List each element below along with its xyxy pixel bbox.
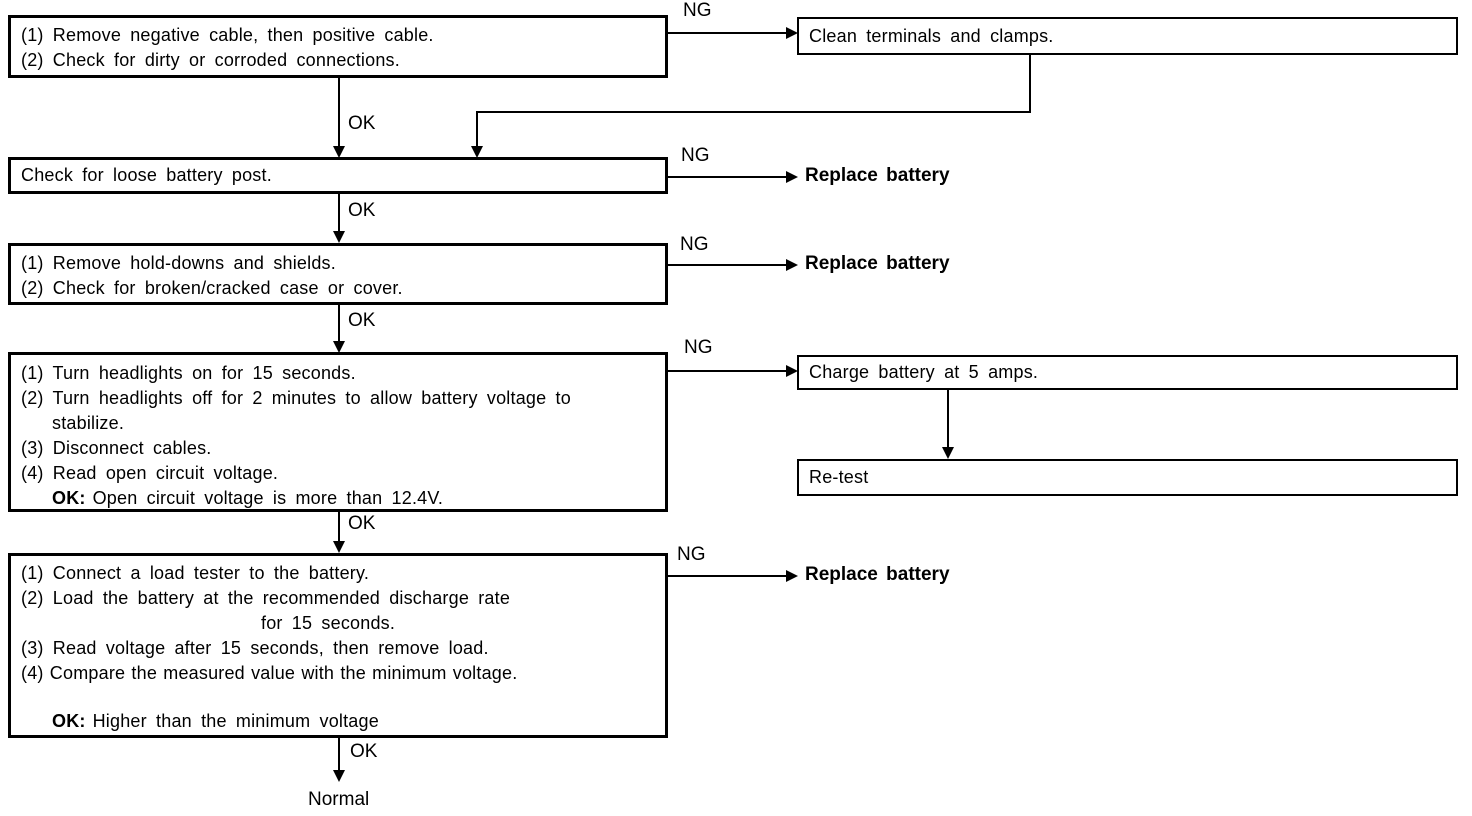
action-text: Charge battery at 5 amps. bbox=[809, 362, 1039, 382]
step-line: (1) Connect a load tester to the battery. bbox=[21, 563, 370, 583]
step-line: (4) Read open circuit voltage. bbox=[21, 463, 279, 483]
connector-feedback-down bbox=[1029, 55, 1031, 113]
ng-label: NG bbox=[680, 234, 709, 255]
ok-criterion-line bbox=[21, 709, 657, 734]
step-line: (3) Disconnect cables. bbox=[21, 438, 212, 458]
arrow-right-icon bbox=[786, 570, 798, 582]
connector-ok5-line bbox=[338, 738, 340, 770]
step-box-open-circuit bbox=[8, 352, 668, 512]
ng-label: NG bbox=[683, 0, 712, 21]
ok-criterion-text: Higher than the minimum voltage bbox=[92, 711, 379, 731]
step-line: (2) Check for broken/cracked case or cover. bbox=[21, 278, 403, 298]
ok-criterion-line bbox=[21, 486, 657, 511]
replace-battery-label: Replace battery bbox=[805, 564, 950, 585]
action-text: Clean terminals and clamps. bbox=[809, 25, 1054, 46]
ok-criterion-text: Open circuit voltage is more than 12.4V. bbox=[92, 488, 444, 508]
connector-ng3-line bbox=[668, 264, 786, 266]
connector-charge-retest bbox=[947, 390, 949, 447]
ok-label: OK bbox=[348, 513, 376, 534]
ok-criterion-prefix: OK: bbox=[52, 488, 86, 508]
arrow-right-icon bbox=[786, 27, 798, 39]
step-box-load-test bbox=[8, 553, 668, 738]
step-line: for 15 seconds. bbox=[261, 613, 396, 633]
ok-label: OK bbox=[348, 200, 376, 221]
ok-label: OK bbox=[348, 113, 376, 134]
step-box-hold-downs bbox=[8, 243, 668, 305]
arrow-down-icon bbox=[333, 770, 345, 782]
ng-label: NG bbox=[677, 544, 706, 565]
arrow-right-icon bbox=[786, 259, 798, 271]
ok-label: OK bbox=[350, 741, 378, 762]
step-line: (1) Remove negative cable, then positive cable. bbox=[21, 25, 434, 45]
step-line: (1) Turn headlights on for 15 seconds. bbox=[21, 363, 356, 383]
normal-result-label: Normal bbox=[308, 789, 370, 810]
connector-ok1-line bbox=[338, 78, 340, 146]
step-line: (2) Check for dirty or corroded connections. bbox=[21, 50, 400, 70]
step-line: Check for loose battery post. bbox=[21, 165, 272, 185]
step-line: (3) Read voltage after 15 seconds, then remove load. bbox=[21, 638, 489, 658]
step-line: (2) Load the battery at the recommended discharge rate bbox=[21, 588, 511, 608]
replace-battery-label: Replace battery bbox=[805, 165, 950, 186]
ng-label: NG bbox=[684, 337, 713, 358]
connector-ng4-line bbox=[668, 370, 786, 372]
arrow-down-icon bbox=[942, 447, 954, 459]
action-box-clean-terminals bbox=[797, 17, 1458, 55]
step-line: stabilize. bbox=[52, 413, 125, 433]
ok-label: OK bbox=[348, 310, 376, 331]
step-box-remove-cables bbox=[8, 15, 668, 78]
step-line: (1) Remove hold-downs and shields. bbox=[21, 253, 336, 273]
step-box-loose-post bbox=[8, 157, 668, 194]
arrow-down-icon bbox=[333, 231, 345, 243]
action-box-charge-battery bbox=[797, 355, 1458, 390]
connector-ok4-line bbox=[338, 512, 340, 542]
connector-feedback-drop bbox=[476, 111, 478, 146]
connector-ok2-line bbox=[338, 194, 340, 232]
step-line: (4) Compare the measured value with the minimum voltage. bbox=[21, 663, 518, 683]
arrow-right-icon bbox=[786, 171, 798, 183]
step-line: (2) Turn headlights off for 2 minutes to allow battery voltage to bbox=[21, 388, 571, 408]
connector-ng5-line bbox=[668, 575, 786, 577]
replace-battery-label: Replace battery bbox=[805, 253, 950, 274]
connector-feedback-across bbox=[477, 111, 1031, 113]
ok-criterion-prefix: OK: bbox=[52, 711, 86, 731]
action-text: Re-test bbox=[809, 467, 869, 487]
connector-ok3-line bbox=[338, 305, 340, 341]
ng-label: NG bbox=[681, 145, 710, 166]
connector-ng2-line bbox=[668, 176, 786, 178]
connector-ng1-line bbox=[668, 32, 786, 34]
action-box-retest bbox=[797, 459, 1458, 496]
arrow-down-icon bbox=[333, 541, 345, 553]
